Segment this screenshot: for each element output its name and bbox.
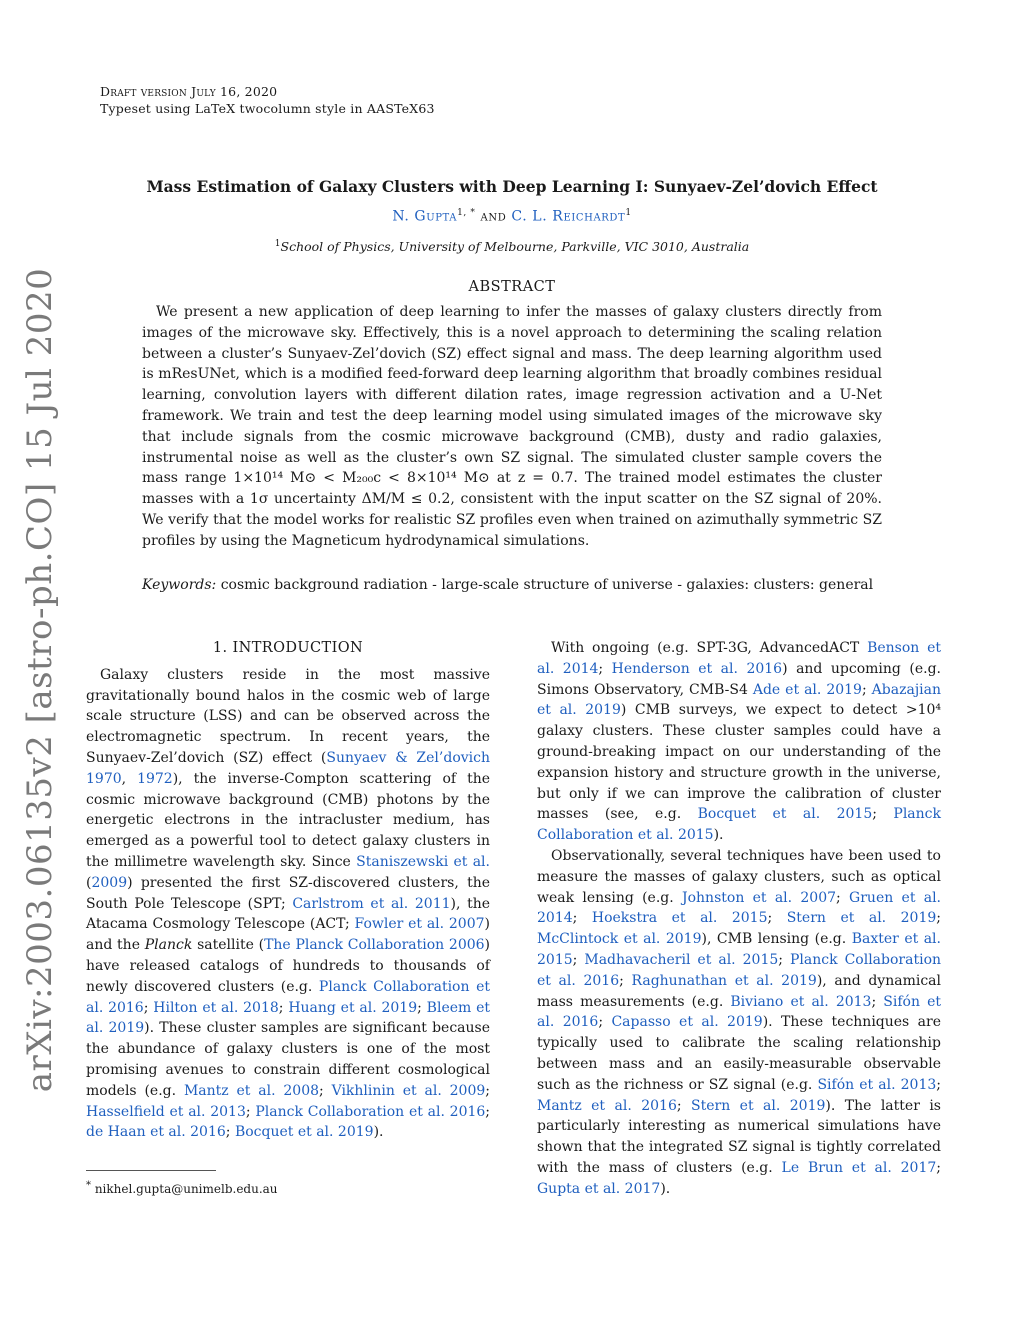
citation-link[interactable]: Madhavacheril et al. 2015 [584,951,779,968]
citation-link[interactable]: Staniszewski et al. [356,853,490,870]
citation-link[interactable]: Abazajian et al. 2019 [537,681,941,719]
keywords-text: cosmic background radiation - large-scale structure of universe - galaxies: clusters: general [220,577,874,593]
citation-link[interactable]: Sifón et al. 2013 [817,1076,937,1093]
affiliation-mark: 1 [274,239,281,249]
citation-link[interactable]: Sifón et al. 2016 [537,993,942,1031]
body-text: ; [598,1014,612,1031]
body-text: ; [861,681,872,698]
body-text: ; [836,889,850,906]
citation-link[interactable]: Capasso et al. 2019 [611,1014,763,1031]
citation-link[interactable]: Sunyaev & Zel’dovich 1970 [86,749,490,787]
body-text: ; [619,972,632,989]
body-text: ; [871,993,884,1010]
body-text: ; [936,1159,941,1176]
footnote-mark: * [86,1180,91,1191]
citation-link[interactable]: McClintock et al. 2019 [537,931,702,948]
author-list [0,208,1024,225]
body-text: Galaxy clusters reside in the most massive gravitationally bound halos in the cosmic web of large scale structure (LSS) and can be observed across the electromagnetic spectrum. In recent years, the Sunyaev-Zel’dovich (SZ) effect ( [86,666,490,766]
citation-link[interactable]: Planck Collaboration et al. 2016 [537,951,942,989]
abstract-body [142,302,882,552]
citation-link[interactable]: Gupta et al. 2017 [537,1180,661,1197]
author-affiliation-mark: 1, * [457,208,476,218]
body-text: ). [713,827,724,844]
body-text: ), CMB lensing (e.g. [701,931,852,948]
body-text: ; [872,806,894,823]
body-text: ), and dynamical mass measurements (e.g. [537,972,941,1010]
citation-link[interactable]: Bleem et al. 2019 [86,999,491,1037]
body-text: ; [778,951,790,968]
citation-link[interactable]: Planck Collaboration et al. 2016 [255,1103,486,1120]
citation-link[interactable]: Hilton et al. 2018 [153,999,279,1016]
arxiv-sidebar [14,267,66,1093]
body-text: ; [572,951,585,968]
abstract-text: We present a new application of deep learning to infer the masses of galaxy clusters directly from images of the microwave sky. Effectively, this is a novel approach to determining the scaling relation between a cluster’s Sunyaev-Zel’dovich (SZ) effect signal and mass. The deep learning algorithm used is mResUNet, which is a modified feed-forward deep learning algorithm that broadly combines residual learning, convolution layers with different dilation rates, image regression activation and a U-Net framework. We train and test the deep learning model using simulated images of the microwave sky that include signals from the cosmic microwave background (CMB), dusty and radio galaxies, instrumental noise as well as the cluster’s own SZ signal. The simulated cluster sample covers the mass range 1×10¹⁴ M⊙ < M₂₀₀c < 8×10¹⁴ M⊙ at z = 0.7. The trained model estimates the cluster masses with a 1σ uncertainty ΔM/M ≤ 0.2, consistent with the input scatter on the SZ signal of 20%. We verify that the model works for realistic SZ profiles even when trained on azimuthally symmetric SZ profiles by using the Magneticum hydrodynamical simulations. [142,304,882,549]
body-text: ). These techniques are typically used to calibrate the scaling relationship between mass and an easily-measurable observable such as the richness or SZ signal (e.g. [537,1014,941,1093]
body-text: ; [225,1124,235,1141]
body-text: ; [485,1082,490,1099]
body-text: ; [676,1097,692,1114]
citation-link[interactable]: Le Brun et al. 2017 [781,1159,937,1176]
right-column [537,638,941,1200]
draft-version-line: Draft version July 16, 2020 [100,84,278,99]
body-text: ; [245,1103,256,1120]
citation-link[interactable]: The Planck Collaboration 2006 [264,937,485,954]
body-text: ), the inverse-Compton scattering of the cosmic microwave background (CMB) photons by the energetic electrons in the intracluster medium, has emerged as a powerful tool to detect galaxy clusters in the millimetre wavelength sky. Since [86,770,490,870]
body-text: ; [767,910,787,927]
citation-link[interactable]: Gruen et al. 2014 [537,889,942,927]
citation-link[interactable]: Stern et al. 2019 [691,1097,826,1114]
footnote-divider [86,1170,216,1171]
citation-link[interactable]: Ade et al. 2019 [752,681,862,698]
citation-link[interactable]: Vikhlinin et al. 2009 [331,1082,486,1099]
citation-link[interactable]: Fowler et al. 2007 [354,916,485,933]
citation-link[interactable]: Mantz et al. 2016 [537,1097,677,1114]
body-text: , [121,770,138,787]
affiliation: $^1$School of Physics, University of Melbourne, Parkville, VIC 3010, Australia [274,239,750,255]
body-text: ), the Atacama Cosmology Telescope (ACT; [86,895,490,933]
intro-paragraph-3 [537,846,941,1200]
citation-link[interactable]: Raghunathan et al. 2019 [631,972,817,989]
author-joiner: and [480,208,507,225]
typeset-line: Typeset using LaTeX twocolumn style in AASTeX63 [100,101,435,116]
body-text: ; [936,910,941,927]
footnote-email[interactable]: nikhel.gupta@unimelb.edu.au [94,1182,278,1196]
author-name[interactable]: N. Gupta [392,208,458,225]
author-name[interactable]: C. L. Reichardt [511,208,626,225]
body-text: ; [319,1082,332,1099]
citation-link[interactable]: Hasselfield et al. 2013 [86,1103,246,1120]
keywords [142,577,882,593]
citation-link[interactable]: Stern et al. 2019 [786,910,937,927]
body-text: satellite ( [192,937,265,954]
citation-link[interactable]: Mantz et al. 2008 [183,1082,320,1099]
body-text: ; [143,999,154,1016]
footnote [86,1180,278,1196]
arxiv-identifier: arXiv:2003.06135v2 [astro-ph.CO] 15 Jul 2020 [20,267,60,1093]
citation-link[interactable]: Carlstrom et al. 2011 [292,895,451,912]
body-text: ) have released catalogs of hundreds to thousands of newly discovered clusters (e.g. [86,937,491,995]
citation-link[interactable]: Bocquet et al. 2015 [697,806,873,823]
body-text: ; [936,1076,941,1093]
citation-link[interactable]: Hoekstra et al. 2015 [591,910,768,927]
author-affiliation-mark: 1 [625,208,632,218]
citation-link[interactable]: Johnston et al. 2007 [682,889,837,906]
citation-link[interactable]: Planck Collaboration et al. 2015 [537,806,941,844]
left-column [86,638,490,1143]
body-text: ; [485,1103,491,1120]
citation-link[interactable]: Benson et al. 2014 [537,640,941,677]
citation-link[interactable]: de Haan et al. 2016 [86,1124,226,1141]
body-text: ) and the [86,916,491,954]
intro-paragraph-1 [86,665,490,1143]
citation-link[interactable]: 1972 [137,770,173,787]
paper-title: Mass Estimation of Galaxy Clusters with Deep Learning I: Sunyaev-Zel’dovich Effect [146,177,878,196]
body-text: ). These cluster samples are significant because the abundance of galaxy clusters is one of the most promising avenues to constrain different cosmological models (e.g. [86,1020,491,1099]
citation-link[interactable]: Baxter et al. 2015 [537,931,941,968]
body-text: ; [417,999,427,1016]
section-heading: 1. INTRODUCTION [212,640,364,656]
intro-paragraph-2 [537,638,941,846]
body-text: ). [373,1124,384,1141]
citation-link[interactable]: Biviano et al. 2013 [730,993,872,1010]
citation-link[interactable]: Henderson et al. 2016 [611,660,783,677]
body-text: ). The latter is particularly interesting as numerical simulations have shown that the integrated SZ signal is tightly correlated with the mass of clusters (e.g. [537,1097,941,1176]
citation-link[interactable]: 2009 [91,874,128,891]
body-text: ) presented the first SZ-discovered clusters, the South Pole Telescope (SPT; [86,874,490,912]
keywords-label: Keywords: [142,577,217,593]
body-text: With ongoing (e.g. SPT-3G, AdvancedACT [551,640,868,656]
body-text: ; [572,910,592,927]
body-text: ) CMB surveys, we expect to detect >10⁴ galaxy clusters. These cluster samples could have a ground-breaking impact on our understanding of the expansion history and structure growth in the universe, but only if we can improve the calibration of cluster masses (see, e.g. [537,702,941,823]
citation-link[interactable]: Huang et al. 2019 [288,999,418,1016]
body-text: ; [278,999,289,1016]
body-text: ). [660,1180,671,1197]
body-text: ) and upcoming (e.g. Simons Observatory, CMB-S4 [537,660,942,698]
citation-link[interactable]: Planck Collaboration et al. 2016 [86,978,490,1016]
body-text: ( [86,874,92,891]
abstract-heading: ABSTRACT [468,279,556,295]
emphasized-text: Planck [144,937,193,954]
body-text: ; [598,660,612,677]
body-text: Observationally, several techniques have been used to measure the masses of galaxy clusters, such as optical weak lensing (e.g. [537,847,941,906]
citation-link[interactable]: Bocquet et al. 2019 [234,1124,374,1141]
